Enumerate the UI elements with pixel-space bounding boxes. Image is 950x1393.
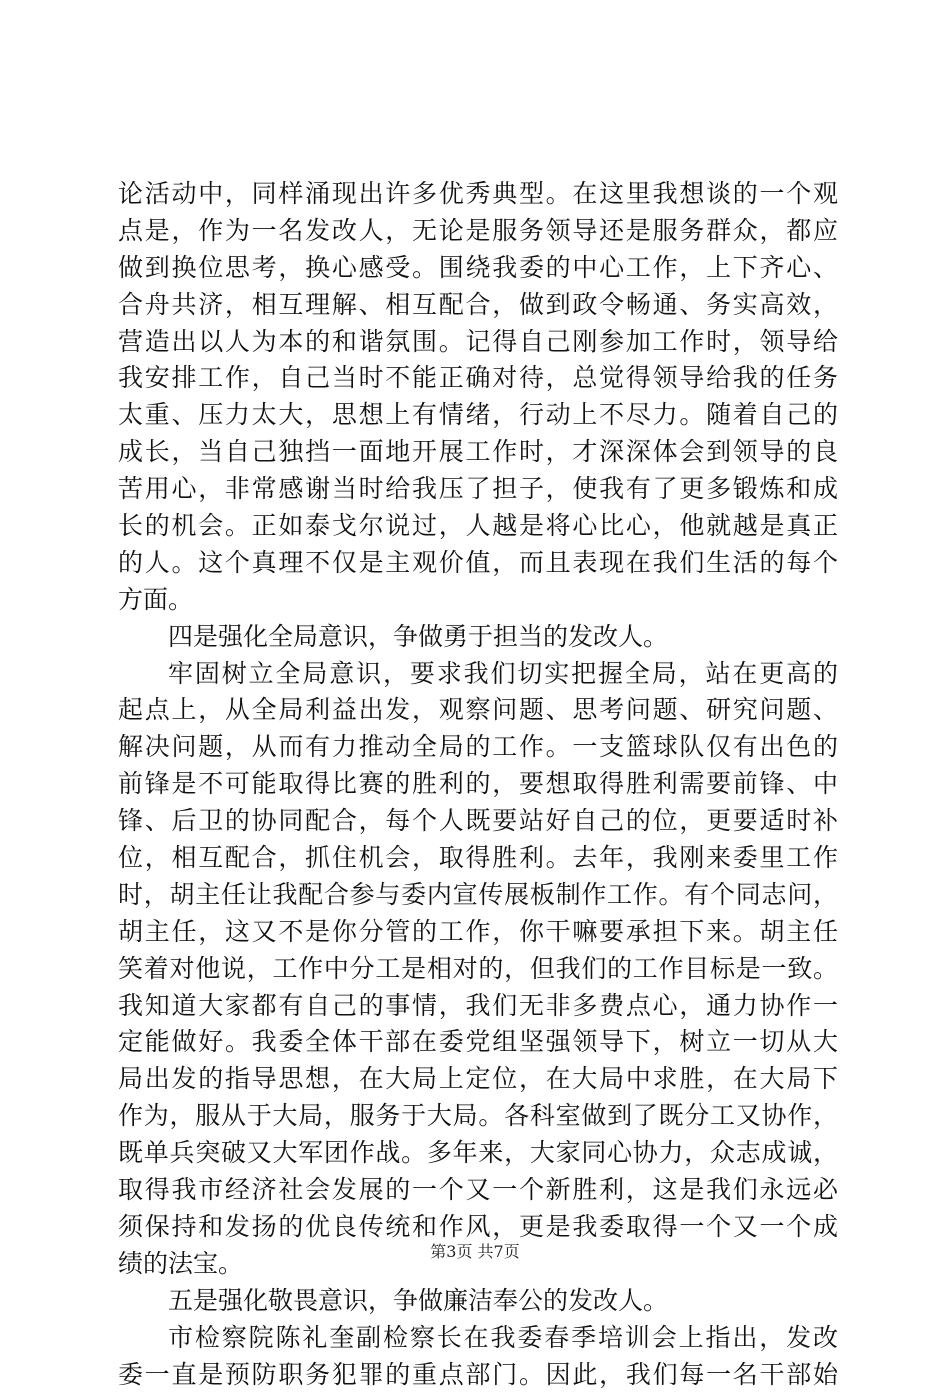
text-line: 胡主任，这又不是你分管的工作，你干嘛要承担下来。胡主任 [118, 914, 838, 951]
document-body [118, 176, 838, 1393]
text-line: 合舟共济，相互理解、相互配合，做到政令畅通、务实高效， [118, 287, 838, 324]
text-line: 时，胡主任让我配合参与委内宣传展板制作工作。有个同志问， [118, 877, 838, 914]
text-line: 我安排工作，自己当时不能正确对待，总觉得领导给我的任务 [118, 360, 838, 397]
text-line: 五是强化敬畏意识，争做廉洁奉公的发改人。 [118, 1283, 838, 1320]
text-line: 四是强化全局意识，争做勇于担当的发改人。 [118, 619, 838, 656]
text-line: 论活动中，同样涌现出许多优秀典型。在这里我想谈的一个观 [118, 176, 838, 213]
text-line: 点是，作为一名发改人，无论是服务领导还是服务群众，都应 [118, 213, 838, 250]
text-line: 做到换位思考，换心感受。围绕我委的中心工作，上下齐心、 [118, 250, 838, 287]
text-line: 作为，服从于大局，服务于大局。各科室做到了既分工又协作， [118, 1098, 838, 1135]
text-line: 定能做好。我委全体干部在委党组坚强领导下，树立一切从大 [118, 1024, 838, 1061]
text-line: 绩的法宝。 [118, 1246, 838, 1283]
text-line: 位，相互配合，抓住机会，取得胜利。去年，我刚来委里工作 [118, 840, 838, 877]
page-footer: 第3页 共7页 [0, 1241, 950, 1263]
text-line: 市检察院陈礼奎副检察长在我委春季培训会上指出，发改 [118, 1320, 838, 1357]
text-line: 解决问题，从而有力推动全局的工作。一支篮球队仅有出色的 [118, 729, 838, 766]
text-line: 笑着对他说，工作中分工是相对的，但我们的工作目标是一致。 [118, 951, 838, 988]
text-line: 太重、压力太大，思想上有情绪，行动上不尽力。随着自己的 [118, 397, 838, 434]
text-line: 营造出以人为本的和谐氛围。记得自己刚参加工作时，领导给 [118, 324, 838, 361]
text-line: 我知道大家都有自己的事情，我们无非多费点心，通力协作一 [118, 988, 838, 1025]
text-line: 须保持和发扬的优良传统和作风，更是我委取得一个又一个成 [118, 1209, 838, 1246]
text-line: 取得我市经济社会发展的一个又一个新胜利，这是我们永远必 [118, 1172, 838, 1209]
text-line: 前锋是不可能取得比赛的胜利的，要想取得胜利需要前锋、中 [118, 766, 838, 803]
text-line: 方面。 [118, 582, 838, 619]
text-line: 成长，当自己独挡一面地开展工作时，才深深体会到领导的良 [118, 434, 838, 471]
text-line: 牢固树立全局意识，要求我们切实把握全局，站在更高的 [118, 656, 838, 693]
text-line: 既单兵突破又大军团作战。多年来，大家同心协力，众志成诚， [118, 1135, 838, 1172]
text-line: 长的机会。正如泰戈尔说过，人越是将心比心，他就越是真正 [118, 508, 838, 545]
text-line: 起点上，从全局利益出发，观察问题、思考问题、研究问题、 [118, 692, 838, 729]
text-line: 局出发的指导思想，在大局上定位，在大局中求胜，在大局下 [118, 1061, 838, 1098]
text-line: 锋、后卫的协同配合，每个人既要站好自己的位，更要适时补 [118, 803, 838, 840]
text-line: 苦用心，非常感谢当时给我压了担子，使我有了更多锻炼和成 [118, 471, 838, 508]
text-line: 委一直是预防职务犯罪的重点部门。因此，我们每一名干部始 [118, 1357, 838, 1393]
text-line: 的人。这个真理不仅是主观价值，而且表现在我们生活的每个 [118, 545, 838, 582]
